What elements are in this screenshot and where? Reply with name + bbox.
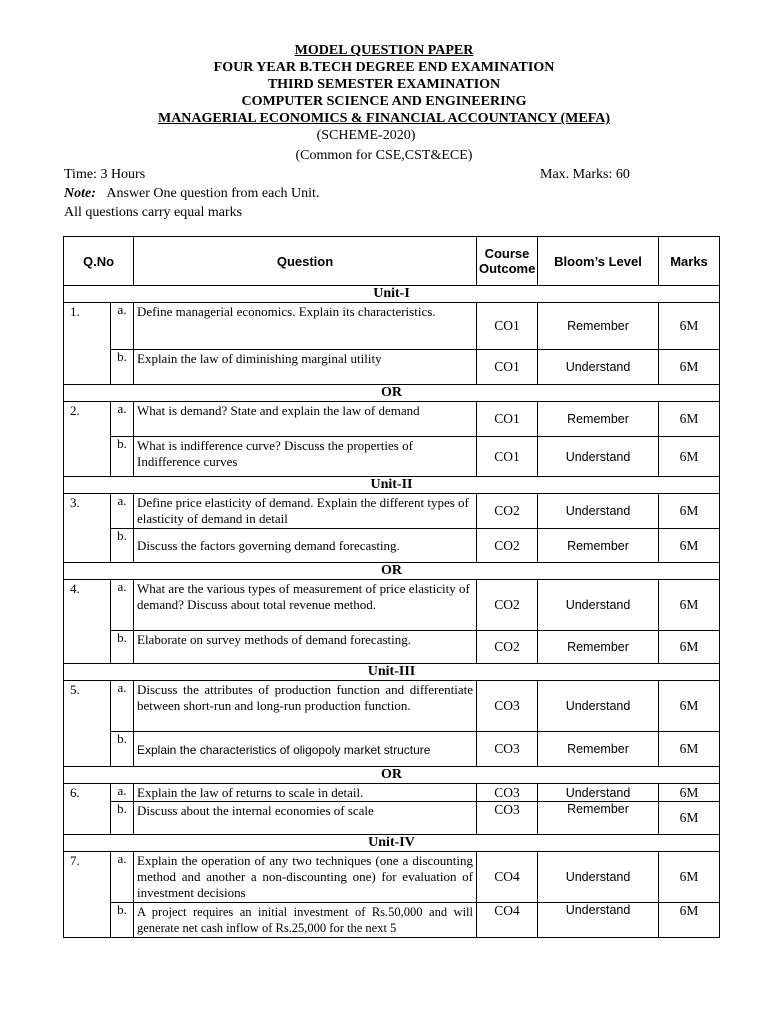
- degree-line: FOUR YEAR B.TECH DEGREE END EXAMINATION: [213, 60, 555, 75]
- header-blooms-level: Bloom’s Level: [538, 237, 659, 286]
- blooms-level: Understand: [538, 852, 659, 903]
- question-text: Define managerial economics. Explain its characteristics.: [134, 303, 477, 350]
- unit-heading: Unit-I: [64, 286, 720, 303]
- question-text: What are the various types of measurement of price elasticity of demand? Discuss about total revenue method.: [134, 580, 477, 631]
- blooms-level: Remember: [538, 732, 659, 767]
- marks: 6M: [659, 681, 720, 732]
- table-row: [64, 350, 720, 385]
- marks: 6M: [659, 784, 720, 802]
- blooms-level: Remember: [538, 303, 659, 350]
- table-row: [64, 580, 720, 631]
- sub-label: b.: [111, 437, 134, 477]
- sub-label: a.: [111, 784, 134, 802]
- table-header-row: [64, 237, 720, 286]
- unit-row: [64, 664, 720, 681]
- note-line: [64, 185, 319, 202]
- course-outcome: CO1: [477, 350, 538, 385]
- marks: 6M: [659, 802, 720, 835]
- or-heading: OR: [64, 385, 720, 402]
- question-text: A project requires an initial investment of Rs.50,000 and will generate net cash inflow of Rs.25,000 for the next 5: [134, 903, 477, 938]
- marks: 6M: [659, 529, 720, 563]
- question-text: What is indifference curve? Discuss the properties of Indifference curves: [134, 437, 477, 477]
- sub-label: a.: [111, 580, 134, 631]
- course-outcome: CO3: [477, 784, 538, 802]
- table-row: [64, 303, 720, 350]
- unit-heading: Unit-II: [64, 477, 720, 494]
- course-outcome: CO1: [477, 402, 538, 437]
- marks: 6M: [659, 903, 720, 938]
- question-text: Define price elasticity of demand. Explain the different types of elasticity of demand in detail: [134, 494, 477, 529]
- paper-title: MODEL QUESTION PAPER: [294, 43, 474, 58]
- or-heading: OR: [64, 563, 720, 580]
- max-marks-label: Max. Marks: 60: [540, 167, 630, 182]
- header-qno: Q.No: [64, 237, 134, 286]
- sub-label: b.: [111, 802, 134, 835]
- table-row: [64, 802, 720, 835]
- question-text: Discuss about the internal economies of scale: [134, 802, 477, 835]
- unit-row: [64, 477, 720, 494]
- course-outcome: CO4: [477, 852, 538, 903]
- marks: 6M: [659, 852, 720, 903]
- course-outcome: CO3: [477, 681, 538, 732]
- course-outcome: CO2: [477, 580, 538, 631]
- table-row: [64, 852, 720, 903]
- blooms-level: Understand: [538, 437, 659, 477]
- table-row: [64, 402, 720, 437]
- question-text: Explain the law of returns to scale in detail.: [134, 784, 477, 802]
- blooms-level: Remember: [538, 529, 659, 563]
- course-outcome: CO1: [477, 437, 538, 477]
- sub-label: a.: [111, 852, 134, 903]
- marks: 6M: [659, 732, 720, 767]
- sub-label: b.: [111, 350, 134, 385]
- marks: 6M: [659, 580, 720, 631]
- course-outcome: CO2: [477, 631, 538, 664]
- or-row: [64, 563, 720, 580]
- scheme-line: (SCHEME-2020): [316, 128, 416, 143]
- blooms-level: Understand: [538, 350, 659, 385]
- course-outcome: CO1: [477, 303, 538, 350]
- marks: 6M: [659, 631, 720, 664]
- course-outcome: CO2: [477, 529, 538, 563]
- question-number: 7.: [64, 852, 111, 938]
- marks: 6M: [659, 402, 720, 437]
- question-number: 3.: [64, 494, 111, 563]
- course-outcome: CO3: [477, 732, 538, 767]
- question-number: 6.: [64, 784, 111, 835]
- sub-label: b.: [111, 903, 134, 938]
- question-number: 5.: [64, 681, 111, 767]
- time-label: Time: 3 Hours: [64, 167, 146, 182]
- question-text: Explain the characteristics of oligopoly market structure: [134, 732, 477, 767]
- question-table: [63, 236, 720, 938]
- blooms-level: Remember: [538, 631, 659, 664]
- note-text: Answer One question from each Unit.: [106, 186, 320, 201]
- question-text: Discuss the attributes of production function and differentiate between short-run and long-run production function.: [134, 681, 477, 732]
- unit-row: [64, 286, 720, 303]
- or-row: [64, 385, 720, 402]
- question-text: Elaborate on survey methods of demand forecasting.: [134, 631, 477, 664]
- table-row: [64, 529, 720, 563]
- semester-line: THIRD SEMESTER EXAMINATION: [267, 77, 501, 92]
- blooms-level: Understand: [538, 494, 659, 529]
- header-question: Question: [134, 237, 477, 286]
- or-row: [64, 767, 720, 784]
- common-line: (Common for CSE,CST&ECE): [295, 148, 473, 163]
- question-text: What is demand? State and explain the law of demand: [134, 402, 477, 437]
- marks: 6M: [659, 494, 720, 529]
- blooms-level: Understand: [538, 784, 659, 802]
- department-line: COMPUTER SCIENCE AND ENGINEERING: [241, 94, 527, 109]
- sub-label: b.: [111, 732, 134, 767]
- marks: 6M: [659, 350, 720, 385]
- sub-label: a.: [111, 402, 134, 437]
- blooms-level: Remember: [538, 402, 659, 437]
- table-row: [64, 903, 720, 938]
- table-row: [64, 784, 720, 802]
- blooms-level: Understand: [538, 580, 659, 631]
- unit-row: [64, 835, 720, 852]
- note-label: Note:: [64, 186, 96, 201]
- course-outcome: CO2: [477, 494, 538, 529]
- blooms-level: Remember: [538, 802, 659, 835]
- question-number: 1.: [64, 303, 111, 385]
- table-row: [64, 681, 720, 732]
- question-text: Discuss the factors governing demand forecasting.: [134, 529, 477, 563]
- table-row: [64, 631, 720, 664]
- question-number: 2.: [64, 402, 111, 477]
- sub-label: a.: [111, 303, 134, 350]
- header-marks: Marks: [659, 237, 720, 286]
- question-text: Explain the law of diminishing marginal utility: [134, 350, 477, 385]
- unit-heading: Unit-III: [64, 664, 720, 681]
- sub-label: a.: [111, 681, 134, 732]
- blooms-level: Understand: [538, 903, 659, 938]
- or-heading: OR: [64, 767, 720, 784]
- subject-line: MANAGERIAL ECONOMICS & FINANCIAL ACCOUNTANCY (MEFA): [157, 111, 611, 126]
- sub-label: a.: [111, 494, 134, 529]
- equal-marks-line: All questions carry equal marks: [64, 205, 243, 220]
- blooms-level: Understand: [538, 681, 659, 732]
- header-course-outcome: Course Outcome: [477, 237, 538, 286]
- sub-label: b.: [111, 529, 134, 563]
- question-text: Explain the operation of any two techniques (one a discounting method and another a non-discounting one) for evaluation of investment decisions: [134, 852, 477, 903]
- unit-heading: Unit-IV: [64, 835, 720, 852]
- table-row: [64, 732, 720, 767]
- marks: 6M: [659, 303, 720, 350]
- course-outcome: CO4: [477, 903, 538, 938]
- marks: 6M: [659, 437, 720, 477]
- question-number: 4.: [64, 580, 111, 664]
- course-outcome: CO3: [477, 802, 538, 835]
- table-row: [64, 437, 720, 477]
- sub-label: b.: [111, 631, 134, 664]
- table-row: [64, 494, 720, 529]
